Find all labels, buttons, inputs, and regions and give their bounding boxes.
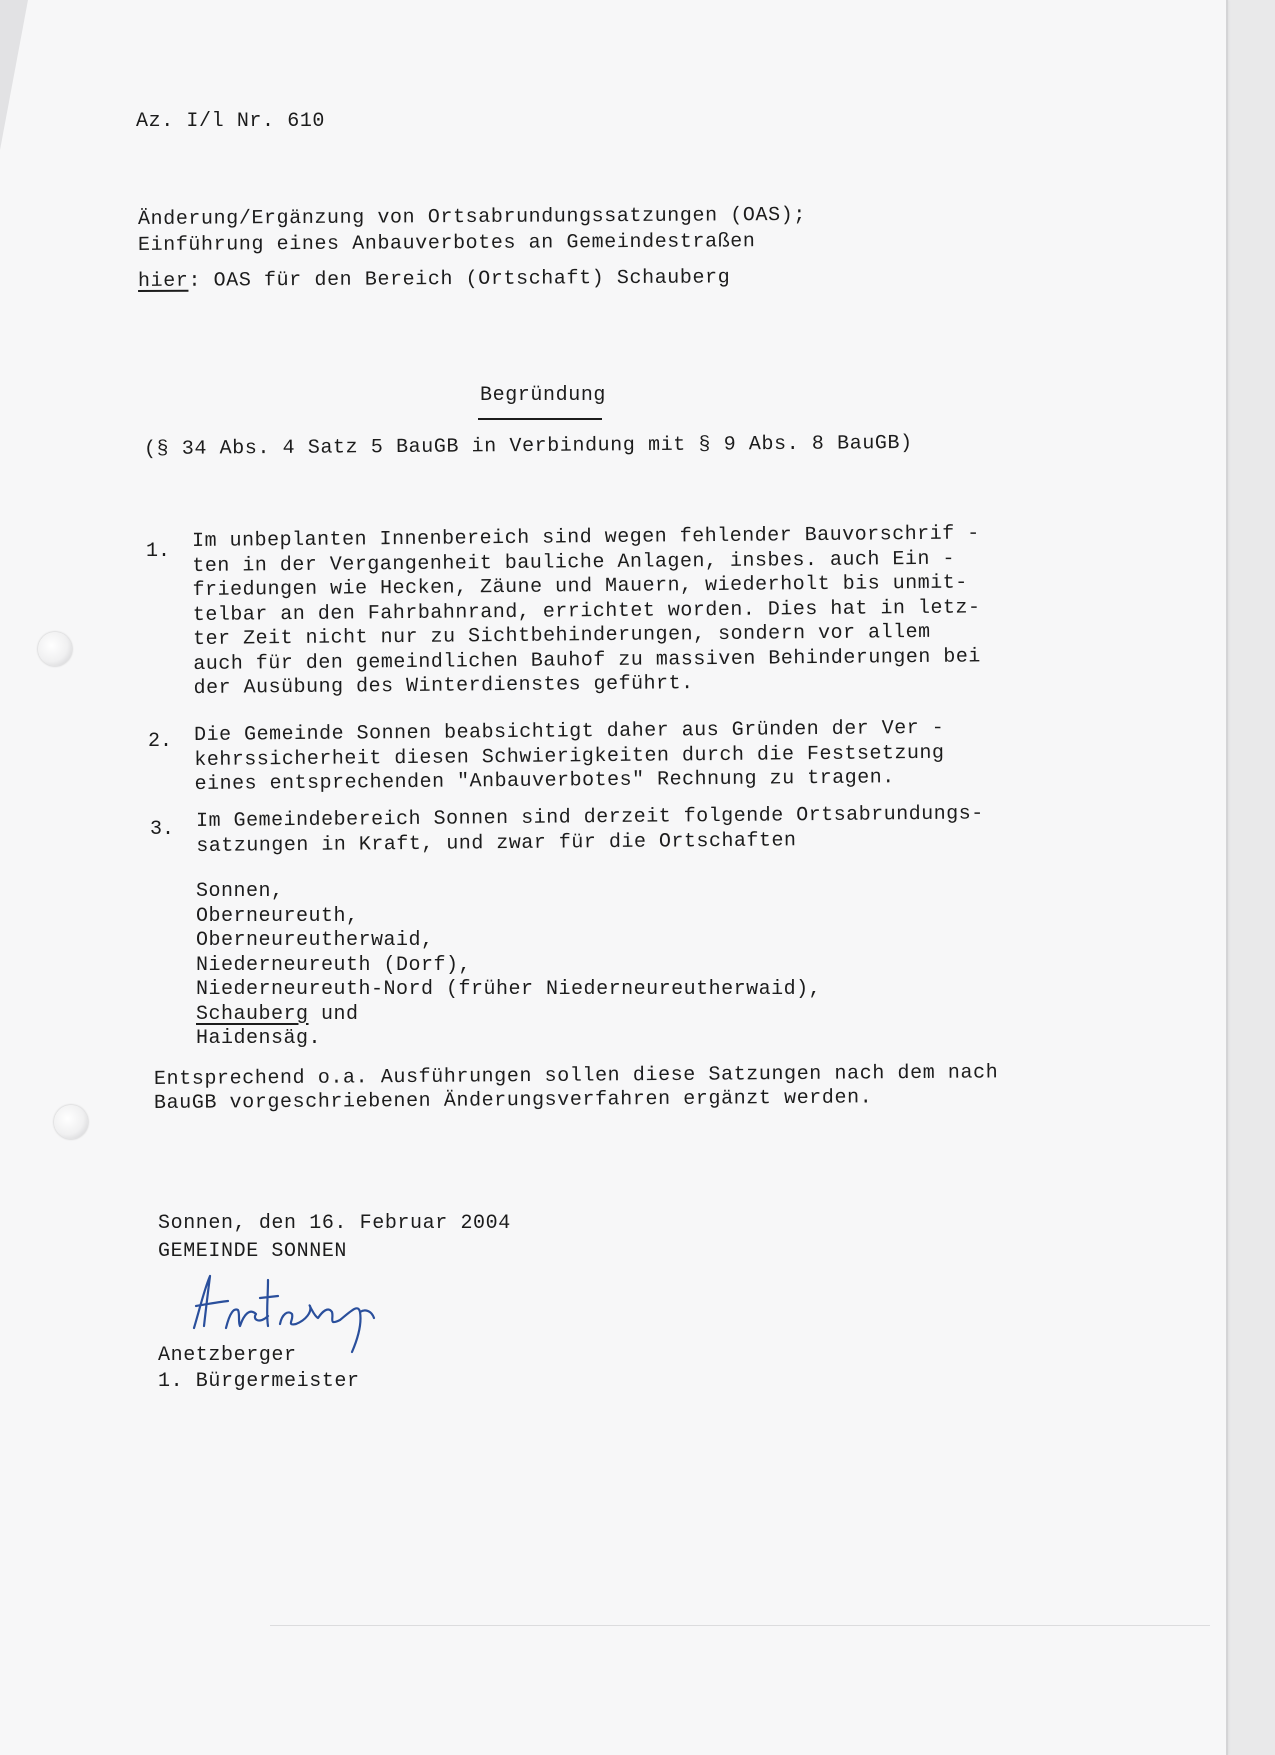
signatory-title: 1. Bürgermeister xyxy=(158,1370,360,1393)
item-2-text: Die Gemeinde Sonnen beabsichtigt daher aus Gründen der Ver - kehrssicherheit diesen Schwierigkeiten durch die Festsetzung eines entsprechenden "Anbauverbotes" Rechnung zu tragen. xyxy=(194,716,945,796)
item-3-text: Im Gemeindebereich Sonnen sind derzeit folgende Ortsabrundungs- satzungen in Kraft, und zwar für die Ortschaften xyxy=(196,802,984,858)
place-item: Sonnen, xyxy=(196,880,284,903)
place-item: Oberneureuth, xyxy=(196,904,359,928)
conclusion-line-1: Entsprechend o.a. Ausführungen sollen diese Satzungen nach dem nach xyxy=(153,1061,999,1091)
hier-text: : OAS für den Bereich (Ortschaft) Schauberg xyxy=(188,266,731,293)
reference-number: Az. I/l Nr. 610 xyxy=(136,110,326,133)
place-item: Haidensäg. xyxy=(196,1027,322,1050)
place-item: Niederneureuth-Nord (früher Niederneureutherwaid), xyxy=(196,978,822,1001)
hier-label: hier xyxy=(137,269,189,293)
item-2-number: 2. xyxy=(148,730,173,753)
municipality-name: GEMEINDE SONNEN xyxy=(158,1240,348,1263)
signatory-name: Anetzberger xyxy=(158,1344,297,1367)
heading-begruendung: Begründung xyxy=(480,384,607,407)
page-fold-shadow xyxy=(0,0,28,150)
subject-line-2: Einführung eines Anbauverbotes an Gemeindestraßen xyxy=(137,230,756,257)
punch-hole-top xyxy=(38,632,72,666)
legal-basis: (§ 34 Abs. 4 Satz 5 BauGB in Verbindung mit § 9 Abs. 8 BauGB) xyxy=(143,431,913,461)
conclusion-line-2: BauGB vorgeschriebenen Änderungsverfahren ergänzt werden. xyxy=(153,1086,873,1115)
subject-hier-line xyxy=(138,266,730,294)
item-1-number: 1. xyxy=(146,540,171,563)
punch-hole-bottom xyxy=(54,1105,88,1139)
place-item: Oberneureutherwaid, xyxy=(196,929,434,952)
page-edge xyxy=(1226,0,1228,1755)
item-3-number: 3. xyxy=(150,818,175,841)
place-and-date: Sonnen, den 16. Februar 2004 xyxy=(158,1212,511,1235)
item-1-text: Im unbeplanten Innenbereich sind wegen fehlender Bauvorschrif - ten in der Vergangenheit bauliche Anlagen, insbes. auch Ein - friedungen wie Hecken, Zäune und Mauern, wiederholt bis unmit- telbar an den Fahrbahnrand, errichtet worden. Dies hat in letz- ter Zeit nicht nur zu Sichtbehinderungen, sondern vor allem auch für den gemeindlichen Bauhof zu massiven Behinderungen bei der Ausübung des Winterdienstes geführt. xyxy=(192,522,981,700)
places-list xyxy=(196,880,821,1052)
place-schauberg: Schauberg xyxy=(196,1002,309,1026)
place-item: Niederneureuth (Dorf), xyxy=(196,953,472,977)
heading-rule xyxy=(478,418,602,420)
faint-bottom-line xyxy=(270,1625,1210,1626)
place-item: Schauberg und xyxy=(196,1002,359,1026)
subject-line-1: Änderung/Ergänzung von Ortsabrundungssatzungen (OAS); xyxy=(137,203,806,231)
